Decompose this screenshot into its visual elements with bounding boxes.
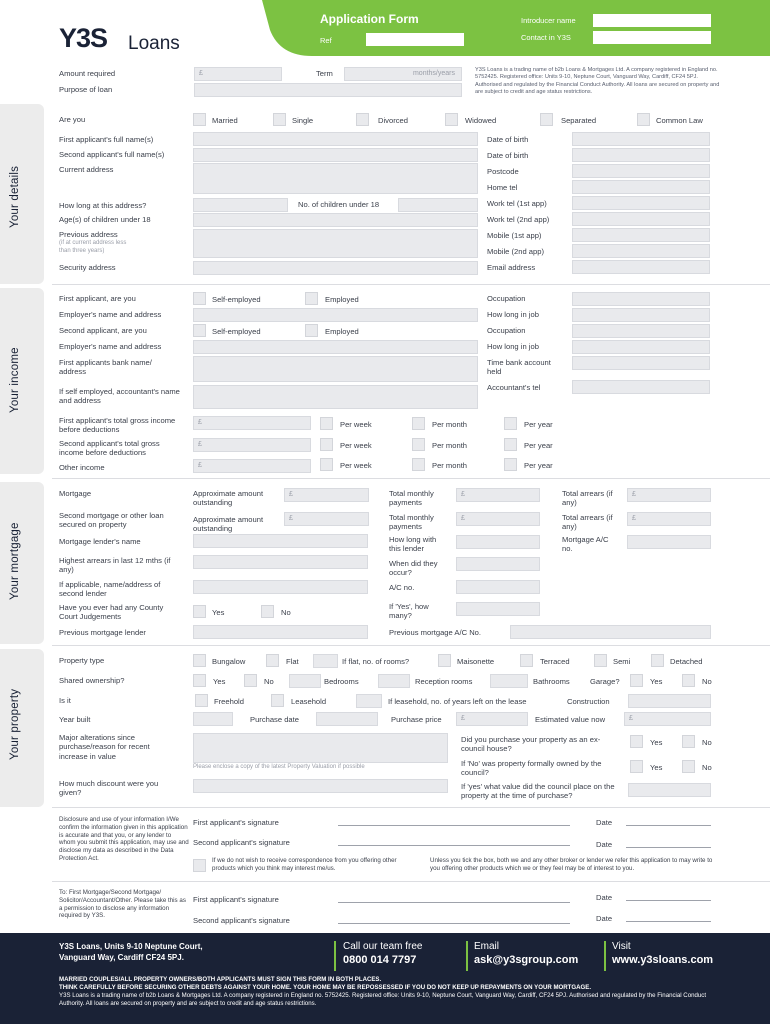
gross2-month-label: Per month — [432, 441, 468, 450]
form-title: Application Form — [320, 12, 419, 26]
property-section-label: Your property — [9, 688, 21, 760]
bathrooms-label: Bathrooms — [533, 677, 570, 686]
mortgage-ac-label: Mortgage A/C no. — [562, 535, 609, 554]
security-label: Security address — [59, 263, 116, 272]
widowed-checkbox[interactable] — [445, 113, 458, 126]
if-yes-field[interactable] — [456, 602, 540, 616]
footer-visit-label: Visit — [612, 941, 631, 952]
maisonette-label: Maisonette — [457, 657, 495, 666]
flat-rooms-checkbox[interactable] — [313, 654, 338, 668]
gross2-year-label: Per year — [524, 441, 553, 450]
home-tel-label: Home tel — [487, 183, 518, 192]
details-section-label: Your details — [9, 165, 21, 228]
mobile2-label: Mobile (2nd app) — [487, 247, 544, 256]
single-label: Single — [292, 116, 314, 125]
how-long-lender-field[interactable] — [456, 535, 540, 549]
footer-phone[interactable]: 0800 014 7797 — [343, 954, 417, 966]
lender-field[interactable] — [193, 534, 368, 548]
leasehold-checkbox[interactable] — [271, 694, 284, 707]
value-at-purchase-field[interactable] — [628, 783, 711, 797]
alterations-label: Major alterations since purchase/reason for recent increase in value — [59, 733, 150, 761]
footer-website-link[interactable]: www.y3sloans.com — [612, 954, 714, 966]
gross1-year-label: Per year — [524, 420, 553, 429]
children-field[interactable] — [398, 198, 478, 212]
occupation2-field[interactable] — [572, 324, 710, 338]
lease-years-label: If leasehold, no. of years left on the lease — [388, 697, 527, 706]
arrears-field[interactable] — [193, 555, 368, 569]
ref-label: Ref — [320, 36, 332, 45]
discount-label: How much discount were you given? — [59, 779, 159, 798]
freehold-label: Freehold — [214, 697, 244, 706]
ex-council-label: Did you purchase your property as an ex-council house? — [461, 735, 601, 754]
purchase-date-field[interactable] — [316, 712, 378, 726]
approx2-field[interactable]: £ — [284, 512, 369, 526]
first-employed-label: Employed — [325, 295, 359, 304]
gross1-month-checkbox[interactable] — [412, 417, 425, 430]
gross2-field[interactable]: £ — [193, 438, 311, 452]
gross1-field[interactable]: £ — [193, 416, 311, 430]
widowed-label: Widowed — [465, 116, 497, 125]
amount-label: Amount required — [59, 69, 116, 78]
second-lender-label: If applicable, name/address of second lender — [59, 580, 161, 599]
common-law-checkbox[interactable] — [637, 113, 650, 126]
discount-field[interactable] — [193, 779, 448, 793]
bungalow-checkbox[interactable] — [193, 654, 206, 667]
accountant-field[interactable] — [193, 385, 478, 409]
are-you-label: Are you — [59, 115, 86, 124]
contact-field[interactable] — [593, 31, 711, 44]
approx2-label: Approximate amount outstanding — [193, 515, 264, 534]
separated-label: Separated — [561, 116, 597, 125]
when-field[interactable] — [456, 557, 540, 571]
gross2-label: Second applicant's total gross income before deductions — [59, 439, 160, 458]
estimated-label: Estimated value now — [535, 715, 606, 724]
fourth-date-label: Date — [596, 914, 613, 923]
ccj-yes-checkbox[interactable] — [193, 605, 206, 618]
how-long-label: How long at this address? — [59, 201, 147, 210]
work2-label: Work tel (2nd app) — [487, 215, 550, 224]
first-employed-checkbox[interactable] — [305, 292, 318, 305]
second-employed-checkbox[interactable] — [305, 324, 318, 337]
footer-warning2: THINK CAREFULLY BEFORE SECURING OTHER DEBTS AGAINST YOUR HOME. YOUR HOME MAY BE REPOSSESSED IF YOU DO NOT KEEP UP REPAYMENTS ON YOUR MORTGAGE. — [59, 984, 592, 991]
occupation1-label: Occupation — [487, 294, 526, 303]
second-lender-field[interactable] — [193, 580, 368, 594]
term-label: Term — [316, 69, 333, 78]
other-year-label: Per year — [524, 461, 553, 470]
formerly-no-checkbox[interactable] — [682, 760, 695, 773]
first-names-label: First applicant's full name(s) — [59, 135, 154, 144]
divider — [52, 881, 770, 882]
footer-warning1: MARRIED COUPLES/ALL PROPERTY OWNERS/BOTH APPLICANTS MUST SIGN THIS FORM IN BOTH PLACES. — [59, 976, 382, 983]
construction-field[interactable] — [628, 694, 711, 708]
previous-address-label: Previous address — [59, 230, 118, 239]
shared-no-label: No — [264, 677, 274, 686]
garage-no-checkbox[interactable] — [682, 674, 695, 687]
type-label: Property type — [59, 656, 105, 665]
ages-field[interactable] — [193, 213, 478, 227]
security-field[interactable] — [193, 261, 478, 275]
email-label: Email address — [487, 263, 536, 272]
ex-council-yes-checkbox[interactable] — [630, 735, 643, 748]
other-month-label: Per month — [432, 461, 468, 470]
footer-address-line2: Vanguard Way, Cardiff CF24 5PJ. — [59, 953, 184, 962]
second-names-label: Second applicant's full name(s) — [59, 150, 165, 159]
divider — [52, 284, 770, 285]
divorced-checkbox[interactable] — [356, 113, 369, 126]
lease-years-field[interactable] — [356, 694, 382, 708]
reception-label: Reception rooms — [415, 677, 473, 686]
second-are-you-label: Second applicant, are you — [59, 326, 147, 335]
disclosure-text: Disclosure and use of your information I/We confirm the information given in this application is accurate and that you, or any lender to whom you submit this application, may use and disclose my data as described in the Data Protection Act. — [59, 816, 189, 862]
work2-field[interactable] — [572, 212, 710, 226]
children-label: No. of children under 18 — [298, 200, 380, 209]
when-label: When did they occur? — [389, 559, 438, 578]
accountant-tel-field[interactable] — [572, 380, 710, 394]
footer-accent-bar — [334, 941, 336, 971]
mobile1-label: Mobile (1st app) — [487, 231, 542, 240]
formerly-no-label: No — [702, 763, 712, 772]
occupation2-label: Occupation — [487, 326, 526, 335]
maisonette-checkbox[interactable] — [438, 654, 451, 667]
dob1-field[interactable] — [572, 132, 710, 146]
first-date-line[interactable] — [626, 825, 711, 826]
postcode-label: Postcode — [487, 167, 519, 176]
dob2-label: Date of birth — [487, 151, 529, 160]
alterations-field[interactable] — [193, 733, 448, 763]
freehold-checkbox[interactable] — [195, 694, 208, 707]
garage-no-label: No — [702, 677, 712, 686]
prev-ac-field[interactable] — [510, 625, 711, 639]
gross2-month-checkbox[interactable] — [412, 438, 425, 451]
first-names-field[interactable] — [193, 132, 478, 146]
optout-text: If we do not wish to receive correspondence from you offering other products which you think may interest me/us. — [212, 857, 397, 872]
bank-label: First applicants bank name/ address — [59, 358, 152, 377]
shared-yes-checkbox[interactable] — [193, 674, 206, 687]
terraced-label: Terraced — [540, 657, 570, 666]
occupation1-field[interactable] — [572, 292, 710, 306]
construction-label: Construction — [567, 697, 610, 706]
first-date-label: Date — [596, 818, 613, 827]
ccj-label: Have you ever had any County Court Judgements — [59, 603, 164, 622]
fourth-sig-label: Second applicant's signature — [193, 916, 290, 925]
is-it-label: Is it — [59, 696, 71, 705]
how-long-job1-label: How long in job — [487, 310, 539, 319]
second-self-employed-checkbox[interactable] — [193, 324, 206, 337]
how-long-job1-field[interactable] — [572, 308, 710, 322]
formerly-yes-label: Yes — [650, 763, 663, 772]
arrears2-field[interactable]: £ — [627, 512, 711, 526]
other-week-checkbox[interactable] — [320, 458, 333, 471]
gross1-label: First applicant's total gross income before deductions — [59, 416, 176, 435]
bank-time-label: Time bank account held — [487, 358, 551, 377]
separated-checkbox[interactable] — [540, 113, 553, 126]
how-long-lender-label: How long with this lender — [389, 535, 437, 554]
other-income-field[interactable]: £ — [193, 459, 311, 473]
divider — [52, 645, 770, 646]
employer1-field[interactable] — [193, 308, 478, 322]
semi-checkbox[interactable] — [594, 654, 607, 667]
flat-label: Flat — [286, 657, 299, 666]
accountant-label: If self employed, accountant's name and address — [59, 387, 180, 406]
other-week-label: Per week — [340, 461, 372, 470]
fourth-sig-line[interactable] — [338, 923, 570, 924]
footer-call-label: Call our team free — [343, 941, 423, 952]
work1-label: Work tel (1st app) — [487, 199, 547, 208]
estimated-field[interactable]: £ — [624, 712, 711, 726]
purchase-date-label: Purchase date — [250, 715, 299, 724]
single-checkbox[interactable] — [273, 113, 286, 126]
ccj-yes-label: Yes — [212, 608, 225, 617]
approx1-field[interactable]: £ — [284, 488, 369, 502]
gross2-week-checkbox[interactable] — [320, 438, 333, 451]
mortgage-ac-field[interactable] — [627, 535, 711, 549]
semi-label: Semi — [613, 657, 631, 666]
approx1-label: Approximate amount outstanding — [193, 489, 264, 508]
monthly1-label: Total monthly payments — [389, 489, 434, 508]
divorced-label: Divorced — [378, 116, 408, 125]
introducer-label: Introducer name — [521, 16, 576, 25]
arrears1-field[interactable]: £ — [627, 488, 711, 502]
dob2-field[interactable] — [572, 148, 710, 162]
ccj-no-checkbox[interactable] — [261, 605, 274, 618]
term-field[interactable]: months/years — [344, 67, 462, 81]
previous-address-note: (if at current address less than three years) — [59, 240, 127, 254]
second-self-employed-label: Self-employed — [212, 327, 261, 336]
other-year-checkbox[interactable] — [504, 458, 517, 471]
company-note: Y3S Loans is a trading name of b2b Loans & Mortgages Ltd. A company registered in England no. 5752425. Registered office: Units 9-10, Neptune Court, Vanguard Way, Cardiff, CF24 5PJ. Authorised and regulated by the Financial Conduct Authority. All loans are secured on property and are subject to credit and age status restrictions. — [475, 67, 720, 95]
third-sig-label: First applicant's signature — [193, 895, 279, 904]
ac-label: A/C no. — [389, 583, 415, 592]
mobile1-field[interactable] — [572, 228, 710, 242]
second-sig-line[interactable] — [338, 845, 570, 846]
prev-lender-field[interactable] — [193, 625, 368, 639]
introducer-field[interactable] — [593, 14, 711, 27]
monthly1-field[interactable]: £ — [456, 488, 540, 502]
footer-email-label: Email — [474, 941, 500, 952]
first-sig-label: First applicant's signature — [193, 818, 279, 827]
ccj-no-label: No — [281, 608, 291, 617]
ex-council-yes-label: Yes — [650, 738, 663, 747]
untick-note: Unless you tick the box, both we and any other broker or lender we refer this application to may write to you offering other products which we or they feel may be of interest to you. — [430, 857, 713, 872]
prev-ac-label: Previous mortgage A/C No. — [389, 628, 482, 637]
footer-address-line1: Y3S Loans, Units 9-10 Neptune Court, — [59, 942, 203, 951]
shared-no-checkbox[interactable] — [244, 674, 257, 687]
first-sig-line[interactable] — [338, 825, 570, 826]
contact-label: Contact in Y3S — [521, 33, 571, 42]
third-sig-line[interactable] — [338, 902, 570, 903]
shared-yes-label: Yes — [213, 677, 226, 686]
monthly2-label: Total monthly payments — [389, 513, 434, 532]
footer-accent-bar — [466, 941, 468, 971]
other-income-label: Other income — [59, 463, 105, 472]
home-tel-field[interactable] — [572, 180, 710, 194]
employer2-field[interactable] — [193, 340, 478, 354]
how-long-job2-label: How long in job — [487, 342, 539, 351]
purpose-field[interactable] — [194, 83, 462, 97]
year-built-label: Year built — [59, 715, 91, 724]
ex-council-no-label: No — [702, 738, 712, 747]
third-date-line[interactable] — [626, 900, 711, 901]
purpose-label: Purpose of loan — [59, 85, 113, 94]
mortgage-section-label: Your mortgage — [9, 522, 21, 600]
common-law-label: Common Law — [656, 116, 703, 125]
formerly-yes-checkbox[interactable] — [630, 760, 643, 773]
postcode-field[interactable] — [572, 164, 710, 178]
arrears-label: Highest arrears in last 12 mths (if any) — [59, 556, 171, 575]
third-date-label: Date — [596, 893, 613, 902]
current-address-label: Current address — [59, 165, 114, 174]
purchase-price-field[interactable]: £ — [456, 712, 528, 726]
second-mortgage-label: Second mortgage or other loan secured on property — [59, 511, 164, 530]
mobile2-field[interactable] — [572, 244, 710, 258]
how-long-field[interactable] — [193, 198, 288, 212]
gross1-year-checkbox[interactable] — [504, 417, 517, 430]
detached-checkbox[interactable] — [651, 654, 664, 667]
second-sig-label: Second applicant's signature — [193, 838, 290, 847]
current-address-field[interactable] — [193, 163, 478, 194]
income-section-label: Your income — [9, 347, 21, 413]
logo-subtitle: Loans — [128, 33, 180, 54]
value-at-purchase-label: If 'yes' what value did the council place on the property at the time of purchase? — [461, 782, 615, 801]
year-built-field[interactable] — [193, 712, 233, 726]
garage-yes-label: Yes — [650, 677, 663, 686]
gross2-week-label: Per week — [340, 441, 372, 450]
valuation-note: Please enclose a copy of the latest Property Valuation if possible — [193, 764, 365, 770]
shared-label: Shared ownership? — [59, 676, 125, 685]
how-long-job2-field[interactable] — [572, 340, 710, 354]
flat-checkbox[interactable] — [266, 654, 279, 667]
married-label: Married — [212, 116, 238, 125]
gross1-week-checkbox[interactable] — [320, 417, 333, 430]
bank-field[interactable] — [193, 356, 478, 382]
first-are-you-label: First applicant, are you — [59, 294, 136, 303]
prev-lender-label: Previous mortgage lender — [59, 628, 146, 637]
footer-accent-bar — [604, 941, 606, 971]
dob1-label: Date of birth — [487, 135, 529, 144]
email-field[interactable] — [572, 260, 710, 274]
leasehold-label: Leasehold — [291, 697, 327, 706]
footer-email-link[interactable]: ask@y3sgroup.com — [474, 954, 579, 966]
divider — [52, 478, 770, 479]
reception-field[interactable] — [378, 674, 410, 688]
logo-mark: Y3S — [59, 23, 108, 53]
ages-label: Age(s) of children under 18 — [59, 215, 151, 224]
arrears1-label: Total arrears (if any) — [562, 489, 613, 508]
optout-checkbox[interactable] — [193, 859, 206, 872]
ex-council-no-checkbox[interactable] — [682, 735, 695, 748]
other-month-checkbox[interactable] — [412, 458, 425, 471]
divider — [52, 807, 770, 808]
fourth-date-line[interactable] — [626, 921, 711, 922]
mortgage-label: Mortgage — [59, 489, 92, 498]
footer-legal: Y3S Loans is a trading name of b2b Loans & Mortgages Ltd. A company registered in England no. 5752425. Registered office: Units 9-10, Neptune Court, Vanguard Way, Cardiff, CF24 5PJ. Authorised and regulated by the Financial Conduct Authority. All loans are secured on property and are subject to credit and age status restrictions. — [59, 992, 707, 1008]
purchase-price-label: Purchase price — [391, 715, 442, 724]
lender-label: Mortgage lender's name — [59, 537, 141, 546]
second-names-field[interactable] — [193, 148, 478, 162]
gross1-month-label: Per month — [432, 420, 468, 429]
previous-address-field[interactable] — [193, 229, 478, 258]
accountant-tel-label: Accountant's tel — [487, 383, 541, 392]
bank-time-field[interactable] — [572, 356, 710, 370]
terraced-checkbox[interactable] — [520, 654, 533, 667]
monthly2-field[interactable]: £ — [456, 512, 540, 526]
employer1-label: Employer's name and address — [59, 310, 162, 319]
footer — [0, 933, 770, 1024]
header-green-banner — [262, 0, 770, 56]
first-self-employed-checkbox[interactable] — [193, 292, 206, 305]
gross2-year-checkbox[interactable] — [504, 438, 517, 451]
arrears2-label: Total arrears (if any) — [562, 513, 613, 532]
if-yes-label: If 'Yes', how many? — [389, 602, 429, 621]
permission-text: To: First Mortgage/Second Mortgage/ Solicitor/Accountant/Other. Please take this as a permission to disclose any information required by Y3S. — [59, 889, 186, 920]
ac-field[interactable] — [456, 580, 540, 594]
first-self-employed-label: Self-employed — [212, 295, 261, 304]
garage-yes-checkbox[interactable] — [630, 674, 643, 687]
gross1-week-label: Per week — [340, 420, 372, 429]
bedrooms-field[interactable] — [289, 674, 321, 688]
amount-field[interactable]: £ — [194, 67, 282, 81]
detached-label: Detached — [670, 657, 703, 666]
formerly-council-label: If 'No' was property formally owned by the council? — [461, 759, 602, 778]
second-date-line[interactable] — [626, 847, 711, 848]
bathrooms-field[interactable] — [490, 674, 528, 688]
second-employed-label: Employed — [325, 327, 359, 336]
flat-rooms-label: If flat, no. of rooms? — [342, 657, 410, 666]
garage-label: Garage? — [590, 677, 620, 686]
ref-field[interactable] — [366, 33, 464, 46]
bungalow-label: Bungalow — [212, 657, 246, 666]
employer2-label: Employer's name and address — [59, 342, 162, 351]
married-checkbox[interactable] — [193, 113, 206, 126]
work1-field[interactable] — [572, 196, 710, 210]
second-date-label: Date — [596, 840, 613, 849]
bedrooms-label: Bedrooms — [324, 677, 359, 686]
